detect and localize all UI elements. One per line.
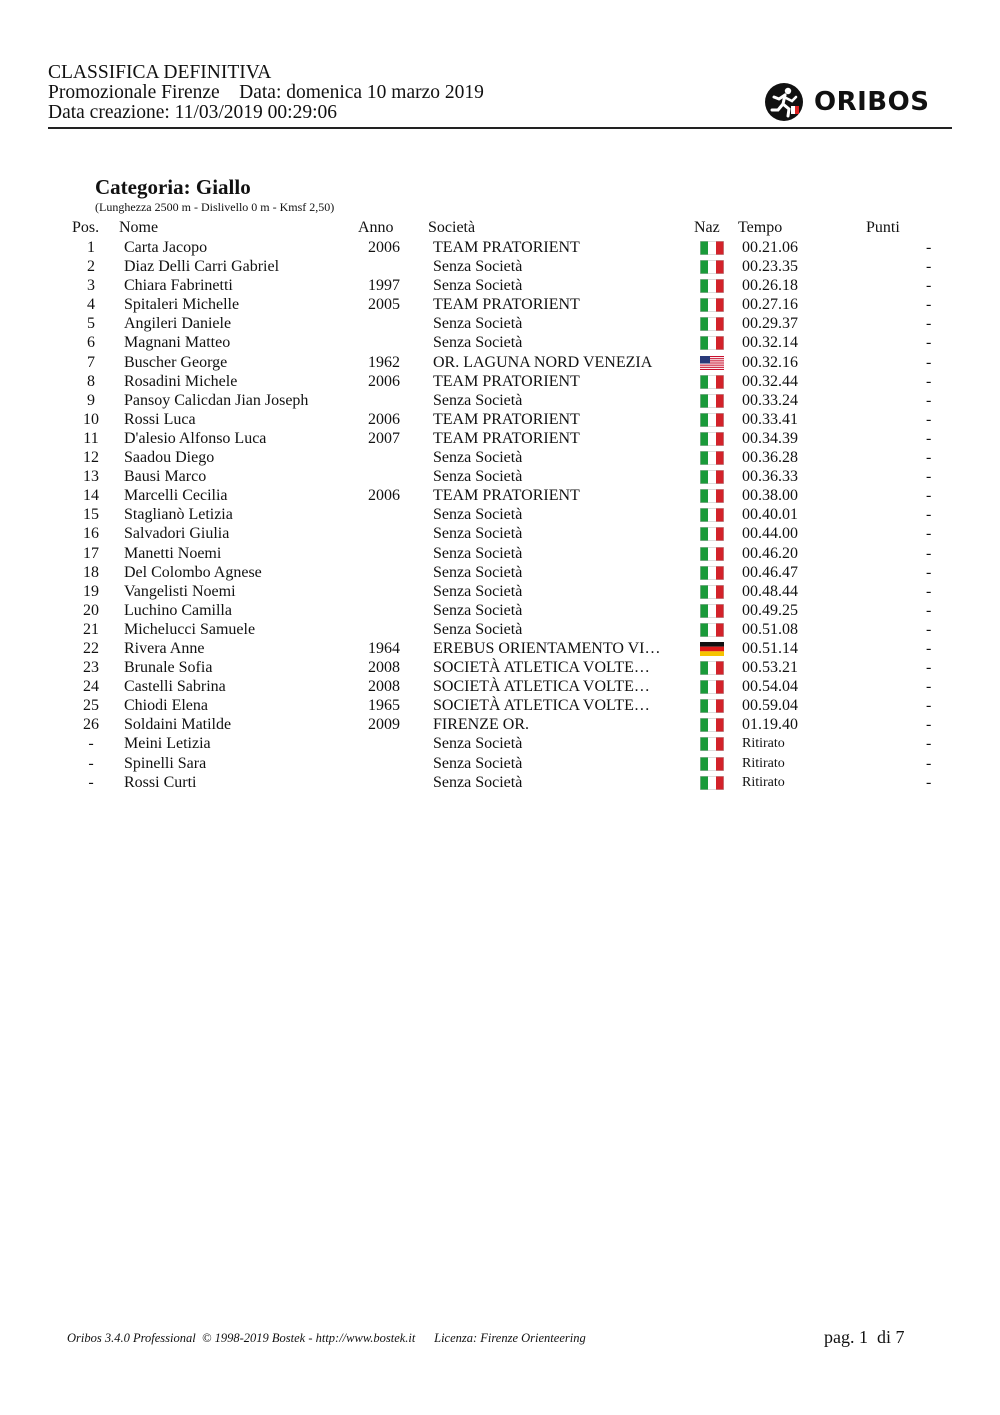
row-pos: 16	[83, 525, 99, 543]
italy-flag-icon	[700, 623, 724, 637]
row-pos: 7	[87, 353, 95, 371]
row-anno: 2006	[368, 372, 400, 390]
row-societa: Senza Società	[433, 735, 523, 753]
table-row	[0, 486, 1000, 505]
table-row	[0, 410, 1000, 429]
italy-flag-icon	[700, 413, 724, 427]
row-pos: -	[88, 754, 94, 772]
row-societa: Senza Società	[433, 468, 523, 486]
row-societa: TEAM PRATORIENT	[433, 429, 580, 447]
row-tempo: 00.44.00	[742, 525, 798, 543]
row-punti: -	[926, 773, 932, 791]
creation-date: Data creazione: 11/03/2019 00:29:06	[48, 102, 337, 123]
row-name: Chiodi Elena	[124, 697, 208, 715]
row-anno: 2007	[368, 429, 400, 447]
italy-flag-icon	[700, 661, 724, 675]
row-tempo: 00.32.44	[742, 372, 798, 390]
col-name-header: Nome	[119, 219, 159, 236]
row-punti: -	[926, 372, 932, 390]
table-row	[0, 353, 1000, 372]
row-name: Saadou Diego	[124, 449, 215, 467]
row-societa: SOCIETÀ ATLETICA VOLTE…	[433, 659, 650, 677]
row-societa: Senza Società	[433, 563, 523, 581]
row-societa: TEAM PRATORIENT	[433, 410, 580, 428]
italy-flag-icon	[700, 375, 724, 389]
row-pos: 12	[83, 449, 99, 467]
row-pos: 11	[83, 429, 99, 447]
row-pos: 3	[87, 277, 95, 295]
row-punti: -	[926, 506, 932, 524]
table-row	[0, 601, 1000, 620]
row-pos: 18	[83, 563, 99, 581]
row-tempo: 00.38.00	[742, 487, 798, 505]
row-tempo: 00.33.24	[742, 391, 798, 409]
table-row	[0, 754, 1000, 773]
row-tempo: 00.27.16	[742, 296, 798, 314]
row-name: Rossi Curti	[124, 773, 197, 791]
italy-flag-icon	[700, 585, 724, 599]
row-punti: -	[926, 716, 932, 734]
italy-flag-icon	[700, 699, 724, 713]
category-title: Categoria: Giallo	[95, 175, 251, 199]
table-row	[0, 276, 1000, 295]
col-naz-header: Naz	[694, 219, 720, 236]
col-pos-header: Pos.	[72, 219, 100, 236]
row-punti: -	[926, 678, 932, 696]
row-tempo: 00.59.04	[742, 697, 798, 715]
row-societa: Senza Società	[433, 601, 523, 619]
row-tempo: 00.21.06	[742, 239, 798, 256]
row-tempo: 00.46.47	[742, 563, 798, 581]
row-tempo: 00.36.28	[742, 449, 798, 467]
italy-flag-icon	[700, 470, 724, 484]
row-tempo: 00.26.18	[742, 277, 798, 295]
table-row	[0, 391, 1000, 410]
row-societa: Senza Società	[433, 525, 523, 543]
row-societa: FIRENZE OR.	[433, 716, 529, 734]
row-tempo: 00.51.08	[742, 620, 798, 638]
row-tempo: 00.54.04	[742, 678, 798, 696]
row-punti: -	[926, 754, 932, 772]
table-row	[0, 658, 1000, 677]
row-punti: -	[926, 239, 932, 256]
col-societa-header: Società	[428, 219, 476, 236]
italy-flag-icon	[700, 566, 724, 580]
table-row	[0, 582, 1000, 601]
row-societa: Senza Società	[433, 620, 523, 638]
row-name: Angileri Daniele	[124, 315, 232, 333]
table-row	[0, 544, 1000, 563]
row-name: D'alesio Alfonso Luca	[124, 429, 267, 447]
italy-flag-icon	[700, 776, 724, 790]
row-punti: -	[926, 582, 932, 600]
page-number: pag. 1 di 7	[824, 1327, 905, 1347]
row-societa: EREBUS ORIENTAMENTO VI…	[433, 639, 661, 657]
row-societa: Senza Società	[433, 449, 523, 467]
row-societa: TEAM PRATORIENT	[433, 239, 580, 256]
row-punti: -	[926, 487, 932, 505]
table-row	[0, 257, 1000, 276]
row-societa: Senza Società	[433, 754, 523, 772]
row-tempo: 00.33.41	[742, 410, 798, 428]
row-tempo: 00.36.33	[742, 468, 798, 486]
row-pos: 2	[87, 258, 95, 276]
row-pos: 5	[87, 315, 95, 333]
row-anno: 2008	[368, 659, 400, 677]
row-tempo: 00.46.20	[742, 544, 798, 562]
italy-flag-icon	[700, 489, 724, 503]
italy-flag-icon	[700, 737, 724, 751]
row-tempo: 00.40.01	[742, 506, 798, 524]
table-row	[0, 696, 1000, 715]
row-anno: 1965	[368, 697, 400, 715]
row-name: Manetti Noemi	[124, 544, 222, 562]
row-pos: 23	[83, 659, 99, 677]
row-societa: OR. LAGUNA NORD VENEZIA	[433, 353, 653, 371]
col-punti-header: Punti	[866, 219, 900, 236]
row-punti: -	[926, 258, 932, 276]
row-pos: -	[88, 773, 94, 791]
row-tempo: 00.32.16	[742, 353, 798, 371]
row-name: Del Colombo Agnese	[124, 563, 262, 581]
row-anno: 2009	[368, 716, 400, 734]
row-punti: -	[926, 620, 932, 638]
row-tempo: Ritirato	[742, 755, 785, 771]
row-anno: 1962	[368, 353, 400, 371]
row-tempo: 00.53.21	[742, 659, 798, 677]
table-row	[0, 773, 1000, 792]
row-name: Luchino Camilla	[124, 601, 232, 619]
row-societa: SOCIETÀ ATLETICA VOLTE…	[433, 697, 650, 715]
row-societa: Senza Società	[433, 315, 523, 333]
row-name: Pansoy Calicdan Jian Joseph	[124, 391, 309, 409]
table-row	[0, 238, 1000, 257]
row-pos: 26	[83, 716, 99, 734]
row-tempo: 00.23.35	[742, 258, 798, 276]
table-row	[0, 295, 1000, 314]
row-punti: -	[926, 296, 932, 314]
italy-flag-icon	[700, 279, 724, 293]
row-punti: -	[926, 659, 932, 677]
row-anno: 2006	[368, 487, 400, 505]
row-punti: -	[926, 735, 932, 753]
logo-text: ORIBOS	[814, 87, 930, 117]
row-pos: -	[88, 735, 94, 753]
table-row	[0, 563, 1000, 582]
italy-flag-icon	[700, 680, 724, 694]
row-societa: SOCIETÀ ATLETICA VOLTE…	[433, 678, 650, 696]
table-row	[0, 372, 1000, 391]
row-name: Castelli Sabrina	[124, 678, 226, 696]
row-name: Rivera Anne	[124, 639, 205, 657]
row-pos: 8	[87, 372, 95, 390]
row-societa: Senza Società	[433, 391, 523, 409]
row-anno: 1997	[368, 277, 400, 295]
row-punti: -	[926, 277, 932, 295]
row-pos: 21	[83, 620, 99, 638]
row-societa: Senza Società	[433, 334, 523, 352]
row-name: Buscher George	[124, 353, 228, 371]
row-tempo: Ritirato	[742, 736, 785, 752]
row-name: Diaz Delli Carri Gabriel	[124, 258, 280, 276]
row-punti: -	[926, 697, 932, 715]
results-table	[0, 238, 1000, 792]
row-punti: -	[926, 449, 932, 467]
row-societa: Senza Società	[433, 582, 523, 600]
row-name: Soldaini Matilde	[124, 716, 232, 734]
table-row	[0, 448, 1000, 467]
row-punti: -	[926, 334, 932, 352]
row-anno: 2006	[368, 239, 400, 256]
row-name: Spinelli Sara	[124, 754, 207, 772]
row-anno: 2008	[368, 678, 400, 696]
table-row	[0, 620, 1000, 639]
italy-flag-icon	[700, 336, 724, 350]
row-name: Vangelisti Noemi	[124, 582, 236, 600]
row-societa: Senza Società	[433, 544, 523, 562]
row-tempo: 00.51.14	[742, 639, 798, 657]
row-name: Magnani Matteo	[124, 334, 231, 352]
row-punti: -	[926, 429, 932, 447]
table-row	[0, 524, 1000, 543]
row-name: Rossi Luca	[124, 410, 196, 428]
row-name: Chiara Fabrinetti	[124, 277, 233, 295]
row-pos: 9	[87, 391, 95, 409]
row-name: Brunale Sofia	[124, 659, 213, 677]
italy-flag-icon	[700, 260, 724, 274]
table-row	[0, 715, 1000, 734]
italy-flag-icon	[700, 757, 724, 771]
table-row	[0, 639, 1000, 658]
row-anno: 2005	[368, 296, 400, 314]
row-pos: 17	[83, 544, 99, 562]
row-punti: -	[926, 525, 932, 543]
row-pos: 15	[83, 506, 99, 524]
table-row	[0, 677, 1000, 696]
row-pos: 1	[87, 239, 95, 256]
italy-flag-icon	[700, 547, 724, 561]
row-tempo: Ritirato	[742, 774, 785, 790]
row-punti: -	[926, 315, 932, 333]
row-tempo: 01.19.40	[742, 716, 798, 734]
row-name: Staglianò Letizia	[124, 506, 233, 524]
row-name: Marcelli Cecilia	[124, 487, 228, 505]
italy-flag-icon	[700, 527, 724, 541]
row-anno: 1964	[368, 639, 400, 657]
row-punti: -	[926, 468, 932, 486]
row-pos: 14	[83, 487, 99, 505]
row-tempo: 00.34.39	[742, 429, 798, 447]
table-header	[0, 219, 1000, 238]
row-pos: 10	[83, 410, 99, 428]
footer-software: Oribos 3.4.0 Professional © 1998-2019 Bostek - http://www.bostek.it Licenza: Firenze Orienteering	[67, 1331, 586, 1345]
row-pos: 13	[83, 468, 99, 486]
event-date: Data: domenica 10 marzo 2019	[239, 82, 484, 103]
germany-flag-icon	[700, 642, 724, 656]
row-societa: Senza Società	[433, 773, 523, 791]
italy-flag-icon	[700, 432, 724, 446]
row-punti: -	[926, 410, 932, 428]
row-societa: TEAM PRATORIENT	[433, 487, 580, 505]
row-tempo: 00.49.25	[742, 601, 798, 619]
runner-logo-icon	[764, 82, 804, 122]
italy-flag-icon	[700, 451, 724, 465]
category-subtitle: (Lunghezza 2500 m - Dislivello 0 m - Kmsf 2,50)	[95, 200, 335, 214]
row-pos: 4	[87, 296, 95, 314]
italy-flag-icon	[700, 718, 724, 732]
row-punti: -	[926, 601, 932, 619]
oribos-logo	[764, 82, 929, 122]
row-tempo: 00.29.37	[742, 315, 798, 333]
row-societa: TEAM PRATORIENT	[433, 372, 580, 390]
table-row	[0, 429, 1000, 448]
event-line	[48, 83, 484, 103]
table-row	[0, 505, 1000, 524]
row-name: Salvadori Giulia	[124, 525, 230, 543]
row-punti: -	[926, 639, 932, 657]
row-tempo: 00.32.14	[742, 334, 798, 352]
row-punti: -	[926, 353, 932, 371]
italy-flag-icon	[700, 241, 724, 255]
row-name: Meini Letizia	[124, 735, 211, 753]
usa-flag-icon	[700, 356, 724, 370]
row-name: Spitaleri Michelle	[124, 296, 240, 314]
row-punti: -	[926, 391, 932, 409]
italy-flag-icon	[700, 394, 724, 408]
row-pos: 19	[83, 582, 99, 600]
row-punti: -	[926, 563, 932, 581]
row-pos: 20	[83, 601, 99, 619]
row-societa: Senza Società	[433, 277, 523, 295]
row-punti: -	[926, 544, 932, 562]
row-societa: Senza Società	[433, 258, 523, 276]
table-row	[0, 734, 1000, 753]
row-pos: 24	[83, 678, 99, 696]
row-name: Michelucci Samuele	[124, 620, 256, 638]
row-societa: Senza Società	[433, 506, 523, 524]
row-name: Carta Jacopo	[124, 239, 208, 256]
col-tempo-header: Tempo	[738, 219, 783, 236]
table-row	[0, 467, 1000, 486]
event-name: Promozionale Firenze	[48, 82, 220, 103]
row-name: Rosadini Michele	[124, 372, 238, 390]
row-pos: 25	[83, 697, 99, 715]
table-row	[0, 333, 1000, 352]
italy-flag-icon	[700, 508, 724, 522]
italy-flag-icon	[700, 604, 724, 618]
row-societa: TEAM PRATORIENT	[433, 296, 580, 314]
row-pos: 22	[83, 639, 99, 657]
header-divider	[48, 127, 952, 129]
table-row	[0, 314, 1000, 333]
row-name: Bausi Marco	[124, 468, 207, 486]
report-title: CLASSIFICA DEFINITIVA	[48, 62, 272, 83]
row-anno: 2006	[368, 410, 400, 428]
row-tempo: 00.48.44	[742, 582, 798, 600]
col-anno-header: Anno	[358, 219, 394, 236]
italy-flag-icon	[700, 298, 724, 312]
italy-flag-icon	[700, 317, 724, 331]
report-header	[48, 63, 484, 123]
row-pos: 6	[87, 334, 95, 352]
